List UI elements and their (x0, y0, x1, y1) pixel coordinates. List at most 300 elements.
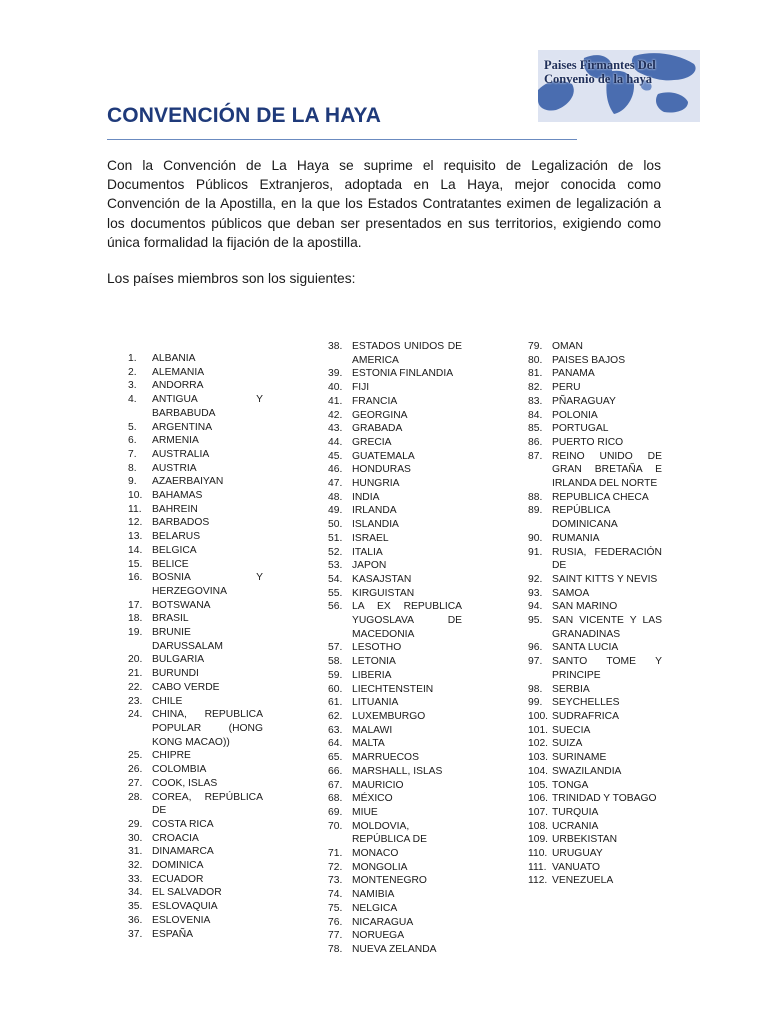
country-number: 100. (528, 710, 549, 722)
country-name: BELGICA (152, 544, 197, 556)
country-number: 39. (328, 368, 343, 380)
country-list-item (128, 928, 263, 942)
country-number: 32. (128, 860, 143, 872)
country-name: DOMINICA (152, 860, 204, 872)
country-name: CHIPRE (152, 750, 191, 762)
country-number: 86. (528, 436, 543, 448)
country-number: 87. (528, 450, 543, 462)
country-list-item (128, 695, 263, 709)
country-name: BRASIL (152, 613, 189, 625)
country-number: 2. (128, 366, 137, 378)
country-number: 4. (128, 394, 137, 406)
country-number: 82. (528, 382, 543, 394)
country-name: URUGUAY (552, 848, 603, 860)
country-name: NICARAGUA (352, 916, 414, 928)
country-list-item (328, 436, 462, 450)
country-name: EL SALVADOR (152, 887, 222, 899)
country-name: CHILE (152, 695, 183, 707)
country-number: 21. (128, 668, 143, 680)
country-number: 81. (528, 368, 543, 380)
country-number: 98. (528, 683, 543, 695)
country-list-column-3 (528, 340, 662, 888)
country-number: 70. (328, 820, 343, 832)
country-number: 22. (128, 681, 143, 693)
country-number: 42. (328, 409, 343, 421)
country-number: 28. (128, 791, 143, 803)
country-name: REPUBLICA CHECA (552, 491, 649, 503)
country-number: 64. (328, 738, 343, 750)
country-number: 67. (328, 779, 343, 791)
country-number: 108. (528, 820, 549, 832)
country-name: IRLANDA (352, 505, 397, 517)
country-number: 14. (128, 544, 143, 556)
country-list-item (328, 546, 462, 560)
country-name: REINO UNIDO DE GRAN BRETAÑA E IRLANDA DEL NORTE (552, 450, 662, 490)
country-list-item (328, 861, 462, 875)
members-intro: Los países miembros son los siguientes: (107, 271, 356, 286)
country-number: 59. (328, 669, 343, 681)
country-number: 46. (328, 464, 343, 476)
country-number: 25. (128, 750, 143, 762)
country-number: 37. (128, 928, 143, 940)
country-list-item (128, 352, 263, 366)
country-list-item (528, 573, 662, 587)
country-number: 97. (528, 656, 543, 668)
country-number: 106. (528, 793, 549, 805)
country-number: 83. (528, 395, 543, 407)
country-name: ESLOVENIA (152, 914, 211, 926)
country-name: ESPAÑA (152, 928, 194, 940)
country-list-item (328, 847, 462, 861)
country-name: TURQUIA (552, 806, 599, 818)
country-number: 44. (328, 436, 343, 448)
country-name: ISLANDIA (352, 519, 399, 531)
country-number: 52. (328, 546, 343, 558)
country-number: 62. (328, 710, 343, 722)
country-list-item (528, 395, 662, 409)
country-list-item (128, 530, 263, 544)
country-number: 6. (128, 435, 137, 447)
country-name: ESTONIA FINLANDIA (352, 368, 454, 380)
country-name: SAMOA (552, 587, 590, 599)
country-number: 73. (328, 875, 343, 887)
country-list-item (528, 600, 662, 614)
country-name: POLONIA (552, 409, 598, 421)
country-name: COREA, REPÚBLICA DE (152, 791, 263, 817)
country-name: MARRUECOS (352, 752, 419, 764)
country-list-item (328, 367, 462, 381)
country-number: 94. (528, 601, 543, 613)
country-list-item (328, 765, 462, 779)
country-number: 24. (128, 709, 143, 721)
country-list-item (528, 354, 662, 368)
country-name: MOLDOVIA, REPÚBLICA DE (352, 820, 427, 846)
country-number: 48. (328, 491, 343, 503)
country-list-item (128, 379, 263, 393)
country-number: 93. (528, 587, 543, 599)
country-list-item (328, 641, 462, 655)
country-list-item (328, 600, 462, 641)
country-name: SUDRAFRICA (552, 710, 619, 722)
country-number: 109. (528, 834, 549, 846)
country-list-item (128, 900, 263, 914)
country-number: 58. (328, 656, 343, 668)
country-number: 18. (128, 613, 143, 625)
country-list-item (328, 504, 462, 518)
country-number: 29. (128, 818, 143, 830)
country-name: PORTUGAL (552, 423, 609, 435)
country-list-item (128, 434, 263, 448)
country-list-item (328, 422, 462, 436)
country-number: 11. (128, 503, 142, 515)
country-name: INDIA (352, 491, 380, 503)
country-list-item (528, 820, 662, 834)
country-number: 80. (528, 354, 543, 366)
country-number: 60. (328, 683, 343, 695)
country-list-item (128, 873, 263, 887)
country-list-item (328, 792, 462, 806)
country-list-item (328, 737, 462, 751)
country-number: 8. (128, 462, 137, 474)
country-name: ESLOVAQUIA (152, 901, 218, 913)
country-name: ISRAEL (352, 532, 389, 544)
country-number: 20. (128, 654, 143, 666)
country-number: 43. (328, 423, 343, 435)
country-number: 78. (328, 943, 343, 955)
country-number: 34. (128, 887, 143, 899)
country-list-item (328, 916, 462, 930)
country-list-item (128, 393, 263, 420)
country-list-column-2 (328, 340, 462, 957)
country-name: MÉXICO (352, 793, 393, 805)
country-list-item (528, 450, 662, 491)
country-name: SAN VICENTE Y LAS GRANADINAS (552, 615, 662, 640)
country-name: RUMANIA (552, 532, 600, 544)
country-number: 5. (128, 421, 137, 433)
country-list-item (328, 587, 462, 601)
country-number: 90. (528, 532, 543, 544)
country-list-item (528, 532, 662, 546)
country-list-item (128, 818, 263, 832)
country-name: CROACIA (152, 832, 199, 844)
country-name: REPÚBLICA DOMINICANA (552, 505, 618, 531)
country-name: JAPON (352, 560, 387, 572)
country-name: ECUADOR (152, 873, 204, 885)
country-list-item (128, 558, 263, 572)
country-list-item (328, 696, 462, 710)
country-list-item (128, 749, 263, 763)
country-number: 12. (128, 517, 143, 529)
country-list-item (328, 888, 462, 902)
country-number: 57. (328, 642, 343, 654)
country-name: BULGARIA (152, 654, 205, 666)
country-number: 17. (128, 599, 143, 611)
country-list-item (128, 708, 263, 749)
country-number: 76. (328, 916, 343, 928)
country-list-item (128, 516, 263, 530)
country-number: 33. (128, 873, 143, 885)
country-list-item (328, 559, 462, 573)
country-list-item (528, 737, 662, 751)
country-number: 15. (128, 558, 143, 570)
country-name: BARBADOS (152, 517, 210, 529)
country-list-item (328, 669, 462, 683)
country-number: 111. (528, 861, 547, 873)
country-list-item (328, 751, 462, 765)
country-list-item (528, 874, 662, 888)
country-name: BOTSWANA (152, 599, 211, 611)
country-name: VANUATO (552, 861, 601, 873)
country-list-item (528, 724, 662, 738)
country-number: 36. (128, 914, 143, 926)
country-name: TONGA (552, 779, 589, 791)
country-name: PUERTO RICO (552, 436, 624, 448)
country-name: ARGENTINA (152, 421, 213, 433)
country-list-item (128, 626, 263, 653)
country-number: 35. (128, 901, 143, 913)
country-list-item (528, 641, 662, 655)
country-name: KIRGUISTAN (352, 587, 415, 599)
country-name: BURUNDI (152, 668, 199, 680)
country-name: PERU (552, 382, 581, 394)
country-list-item (528, 792, 662, 806)
country-name: AUSTRALIA (152, 448, 210, 460)
country-list-item (328, 710, 462, 724)
country-number: 19. (128, 627, 143, 639)
country-name: UCRANIA (552, 820, 599, 832)
country-number: 30. (128, 832, 143, 844)
country-number: 55. (328, 587, 343, 599)
country-number: 89. (528, 505, 543, 517)
country-name: ITALIA (352, 546, 383, 558)
country-list-item (128, 667, 263, 681)
country-name: MIUE (352, 806, 378, 818)
country-list-item (128, 612, 263, 626)
country-list-column-1 (128, 352, 263, 941)
country-list-item (528, 381, 662, 395)
country-name: BOSNIA Y HERZEGOVINA (152, 572, 263, 597)
country-name: SANTA LUCIA (552, 642, 619, 654)
country-name: KASAJSTAN (352, 573, 412, 585)
country-number: 38. (328, 341, 343, 352)
country-number: 99. (528, 697, 543, 709)
country-list-item (528, 587, 662, 601)
country-name: ANTIGUA Y BARBABUDA (152, 394, 263, 419)
country-list-item (528, 847, 662, 861)
country-name: FRANCIA (352, 395, 398, 407)
country-number: 9. (128, 476, 137, 488)
country-number: 13. (128, 531, 143, 543)
country-list-item (528, 861, 662, 875)
country-name: GRECIA (352, 436, 392, 448)
country-list-item (128, 475, 263, 489)
country-list-item (528, 710, 662, 724)
country-number: 16. (128, 572, 143, 584)
country-number: 92. (528, 573, 543, 585)
country-name: RUSIA, FEDERACIÓN DE (552, 546, 662, 572)
country-number: 56. (328, 601, 343, 613)
title-divider (107, 139, 577, 140)
country-name: HUNGRIA (352, 478, 400, 490)
country-name: PÑARAGUAY (552, 395, 616, 407)
country-list-item (128, 489, 263, 503)
country-number: 41. (328, 395, 343, 407)
country-number: 3. (128, 380, 137, 392)
country-list-item (128, 914, 263, 928)
country-name: ALEMANIA (152, 366, 205, 378)
country-name: MONGOLIA (352, 861, 408, 873)
country-list-item (128, 448, 263, 462)
country-name: MARSHALL, ISLAS (352, 765, 443, 777)
country-list-item (128, 503, 263, 517)
country-name: CHINA, REPUBLICA POPULAR (HONG KONG MACAO)) (152, 709, 263, 748)
country-number: 23. (128, 695, 143, 707)
country-number: 68. (328, 793, 343, 805)
country-list-item (328, 395, 462, 409)
country-number: 53. (328, 560, 343, 572)
country-list-item (528, 696, 662, 710)
country-list-item (328, 806, 462, 820)
country-list-item (328, 724, 462, 738)
country-list-item (328, 450, 462, 464)
country-list-item (328, 573, 462, 587)
country-number: 40. (328, 382, 343, 394)
country-name: SUIZA (552, 738, 583, 750)
country-number: 105. (528, 779, 549, 791)
country-name: COLOMBIA (152, 764, 207, 776)
country-number: 84. (528, 409, 543, 421)
country-name: GEORGINA (352, 409, 408, 421)
country-name: BAHREIN (152, 503, 198, 515)
country-number: 112. (528, 875, 548, 887)
country-list-item (328, 340, 462, 367)
country-list-item (128, 462, 263, 476)
country-list-item (528, 614, 662, 641)
country-number: 69. (328, 806, 343, 818)
country-list-item (328, 874, 462, 888)
country-list-item (128, 845, 263, 859)
country-list-item (128, 653, 263, 667)
country-list-item (128, 777, 263, 791)
country-number: 54. (328, 573, 343, 585)
country-name: HONDURAS (352, 464, 411, 476)
country-number: 7. (128, 448, 137, 460)
country-name: PANAMA (552, 368, 595, 380)
country-list-item (528, 833, 662, 847)
country-name: NELGICA (352, 902, 398, 914)
country-name: ESTADOS UNIDOS DE AMERICA (352, 341, 462, 366)
country-list-item (528, 779, 662, 793)
country-list-item (128, 599, 263, 613)
country-name: CABO VERDE (152, 681, 220, 693)
country-name: OMAN (552, 341, 583, 352)
country-list-item (328, 655, 462, 669)
country-list-item (328, 779, 462, 793)
header-logo (538, 50, 700, 122)
country-name: LA EX REPUBLICA YUGOSLAVA DE MACEDONIA (352, 601, 462, 640)
country-number: 96. (528, 642, 543, 654)
country-list-item (128, 681, 263, 695)
country-name: LUXEMBURGO (352, 710, 426, 722)
country-name: LIECHTENSTEIN (352, 683, 434, 695)
country-list-item (128, 366, 263, 380)
country-name: LETONIA (352, 656, 396, 668)
country-list-item (528, 340, 662, 354)
country-number: 71. (328, 848, 343, 860)
country-name: SWAZILANDIA (552, 765, 622, 777)
country-list-item (128, 571, 263, 598)
country-list-item (128, 791, 263, 818)
country-number: 26. (128, 764, 143, 776)
country-list-item (528, 806, 662, 820)
country-list-item (328, 381, 462, 395)
country-number: 50. (328, 519, 343, 531)
country-list-item (128, 886, 263, 900)
country-name: GUATEMALA (352, 450, 415, 462)
country-name: BRUNIE DARUSSALAM (152, 627, 223, 652)
country-number: 101. (528, 724, 549, 736)
country-number: 107. (528, 806, 549, 818)
country-number: 74. (328, 889, 343, 901)
country-name: SURINAME (552, 752, 607, 764)
country-name: GRABADA (352, 423, 403, 435)
country-list-item (128, 859, 263, 873)
country-number: 45. (328, 450, 343, 462)
country-name: NUEVA ZELANDA (352, 943, 437, 955)
country-name: BELARUS (152, 531, 201, 543)
country-number: 77. (328, 930, 343, 942)
country-number: 10. (128, 490, 143, 502)
document-title: CONVENCIÓN DE LA HAYA (107, 104, 381, 127)
country-name: FIJI (352, 382, 370, 394)
country-name: SUECIA (552, 724, 591, 736)
country-name: SEYCHELLES (552, 697, 620, 709)
country-number: 91. (528, 546, 543, 558)
country-name: PAISES BAJOS (552, 354, 626, 366)
country-name: BELICE (152, 558, 189, 570)
country-name: LITUANIA (352, 697, 399, 709)
country-number: 47. (328, 478, 343, 490)
country-number: 66. (328, 765, 343, 777)
country-list-item (328, 929, 462, 943)
country-number: 27. (128, 777, 143, 789)
country-name: AUSTRIA (152, 462, 197, 474)
country-name: MONACO (352, 848, 399, 860)
country-list-item (328, 532, 462, 546)
country-list-item (528, 546, 662, 573)
country-number: 1. (128, 353, 137, 364)
country-number: 79. (528, 341, 543, 352)
country-number: 49. (328, 505, 343, 517)
country-number: 65. (328, 752, 343, 764)
country-name: SANTO TOME Y PRINCIPE (552, 656, 662, 681)
country-name: VENEZUELA (552, 875, 614, 887)
country-number: 63. (328, 724, 343, 736)
country-list-item (528, 655, 662, 682)
country-name: SAINT KITTS Y NEVIS (552, 573, 658, 585)
country-name: MAURICIO (352, 779, 404, 791)
country-name: URBEKISTAN (552, 834, 618, 846)
country-list-item (528, 504, 662, 531)
country-name: TRINIDAD Y TOBAGO (552, 793, 657, 805)
country-list-item (328, 491, 462, 505)
country-name: AZAERBAIYAN (152, 476, 224, 488)
country-list-item (128, 832, 263, 846)
country-number: 75. (328, 902, 343, 914)
country-number: 103. (528, 752, 549, 764)
country-name: MALAWI (352, 724, 393, 736)
country-list-item (528, 422, 662, 436)
